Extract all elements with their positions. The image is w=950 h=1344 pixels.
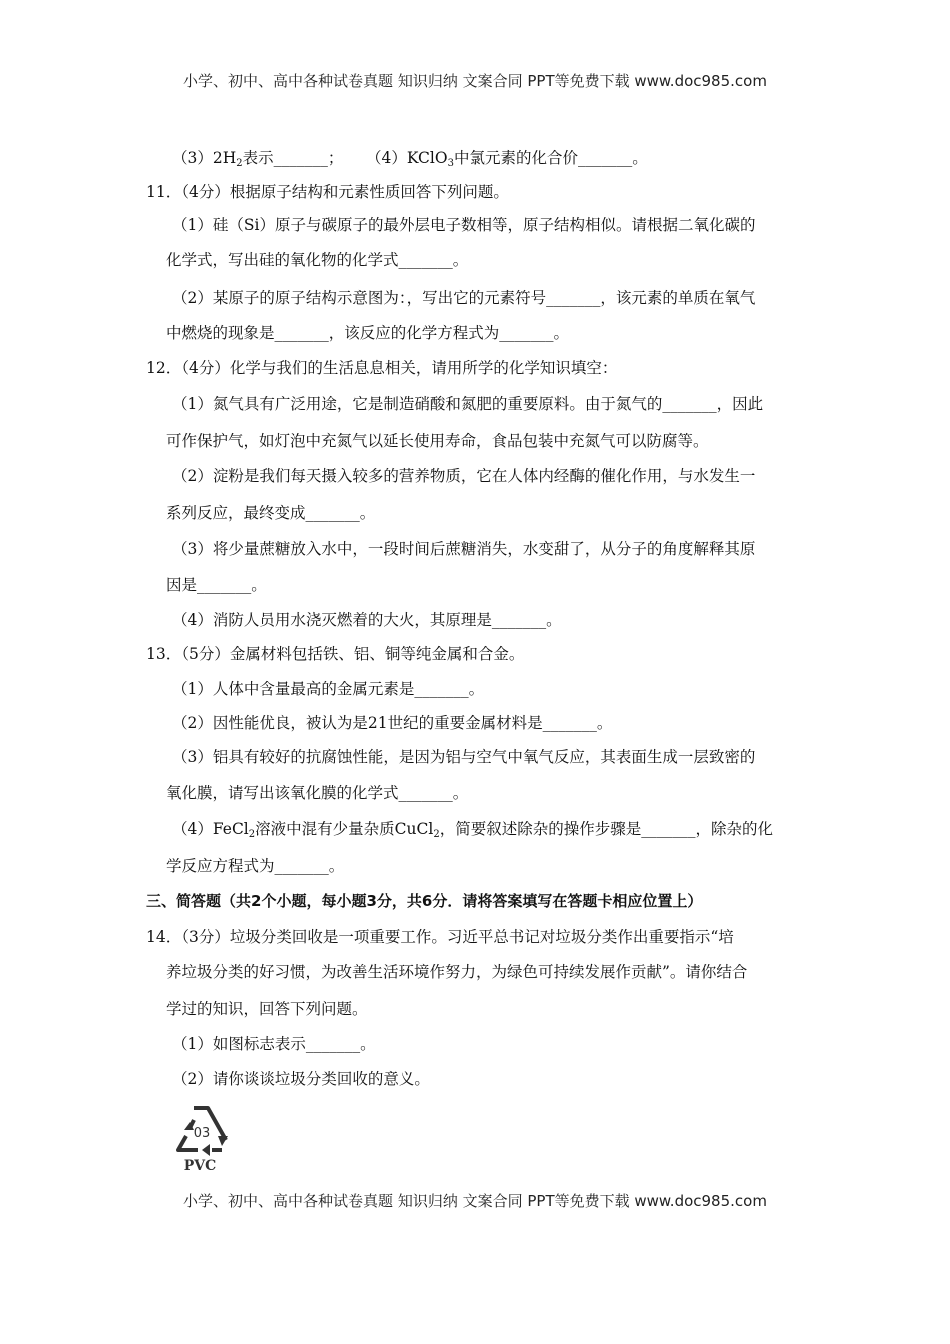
q14-part1: （1）如图标志表示_______。 (172, 1035, 376, 1053)
q14-stem-line3: 学过的知识，回答下列问题。 (166, 1000, 368, 1018)
q13-part2: （2）因性能优良，被认为是21世纪的重要金属材料是_______。 (172, 714, 613, 732)
recycle-label: PVC (183, 1158, 217, 1174)
recycle-triangle-icon (164, 1100, 240, 1174)
q12-part2-line1: （2）淀粉是我们每天摄入较多的营养物质，它在人体内经酶的催化作用，与水发生一 (172, 467, 756, 485)
q13-part4-line2: 学反应方程式为_______。 (166, 857, 345, 875)
q11-part1-line1: （1）硅（Si）原子与碳原子的最外层电子数相等，原子结构相似。请根据二氧化碳的 (172, 216, 756, 234)
q14-stem-line2: 养垃圾分类的好习惯，为改善生活环境作努力，为绿色可持续发展作贡献”。请你结合 (166, 963, 748, 981)
recycling-logo (164, 1100, 240, 1174)
q12-part3-line2: 因是_______。 (166, 576, 267, 594)
q13-stem: 13．（5分）金属材料包括铁、铝、铜等纯金属和合金。 (146, 645, 525, 663)
q12-part1-line2: 可作保护气，如灯泡中充氮气以延长使用寿命，食品包装中充氮气可以防腐等。 (166, 432, 709, 450)
page-header: 小学、初中、高中各种试卷真题 知识归纳 文案合同 PPT等免费下载 www.doc985.com (183, 72, 767, 90)
q12-part3-line1: （3）将少量蔗糖放入水中，一段时间后蔗糖消失，水变甜了，从分子的角度解释其原 (172, 540, 756, 558)
q14-part2: （2）请你谈谈垃圾分类回收的意义。 (172, 1070, 430, 1088)
q13-part3-line2: 氧化膜，请写出该氧化膜的化学式_______。 (166, 784, 469, 802)
q12-part1-line1: （1）氮气具有广泛用途，它是制造硝酸和氮肥的重要原料。由于氮气的_______，因此 (172, 395, 764, 413)
q14-stem-line1: 14．（3分）垃圾分类回收是一项重要工作。习近平总书记对垃圾分类作出重要指示“培 (146, 928, 734, 946)
q12-part2-line2: 系列反应，最终变成_______。 (166, 504, 376, 522)
q12-stem: 12．（4分）化学与我们的生活息息相关，请用所学的化学知识填空： (146, 359, 618, 377)
q11-part2-line1: （2）某原子的原子结构示意图为：，写出它的元素符号_______，该元素的单质在氧气 (172, 289, 756, 307)
q13-part3-line1: （3）铝具有较好的抗腐蚀性能，是因为铝与空气中氧气反应，其表面生成一层致密的 (172, 748, 756, 766)
q10-part4: （4）KClO$_3$中氯元素的化合价_______。 (366, 149, 648, 169)
q11-part2-line2: 中燃烧的现象是_______，该反应的化学方程式为_______。 (166, 324, 570, 342)
recycle-code: 03 (193, 1126, 211, 1141)
q11-part1-line2: 化学式，写出硅的氧化物的化学式_______。 (166, 251, 469, 269)
section-title: 三、简答题（共2个小题，每小题3分，共6分．请将答案填写在答题卡相应位置上） (146, 892, 703, 910)
page-footer: 小学、初中、高中各种试卷真题 知识归纳 文案合同 PPT等免费下载 www.doc985.com (183, 1192, 767, 1210)
q13-part1: （1）人体中含量最高的金属元素是_______。 (172, 680, 485, 698)
q12-part4: （4）消防人员用水浇灭燃着的大火，其原理是_______。 (172, 611, 562, 629)
q13-part4-line1: （4）FeCl$_2$溶液中混有少量杂质CuCl$_2$，简要叙述除杂的操作步骤是_______，除杂的化 (172, 820, 773, 840)
q10-part3: $(3)2H_2$表示_______； (172, 149, 344, 169)
q11-stem: 11．（4分）根据原子结构和元素性质回答下列问题。 (146, 183, 509, 201)
